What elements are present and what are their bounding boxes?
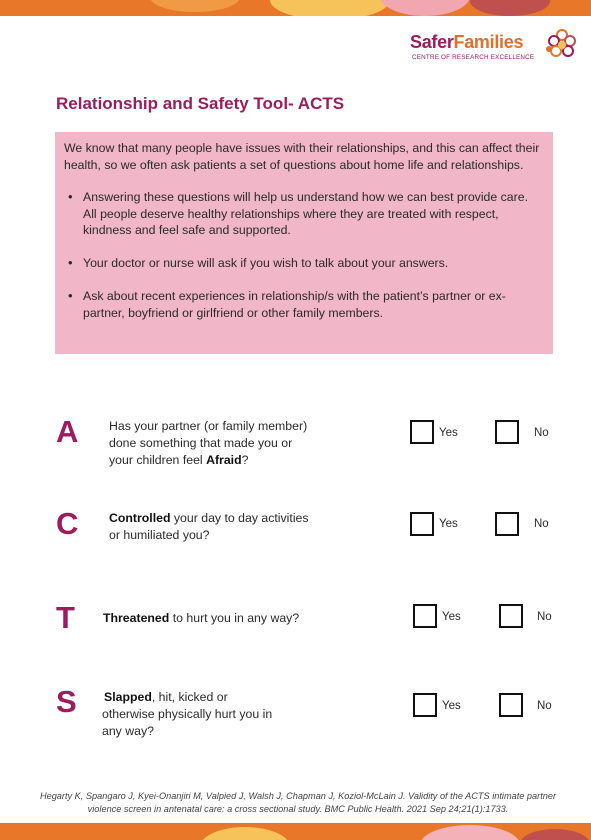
question-s-no-checkbox[interactable]: [499, 693, 523, 717]
question-c-no-checkbox[interactable]: [495, 512, 519, 536]
intro-bullet: • Your doctor or nurse will ask if you wish to talk about your answers.: [64, 255, 543, 272]
top-decorative-banner: [0, 0, 591, 16]
question-a-yes-checkbox[interactable]: [410, 420, 434, 444]
logo-circles-icon: [543, 29, 581, 63]
question-t-no-label: No: [537, 611, 552, 623]
question-t-no-checkbox[interactable]: [499, 604, 523, 628]
question-s-yes-label: Yes: [442, 700, 461, 712]
question-c-text: Controlled your day to day activities or humiliated you?: [109, 511, 309, 542]
question-s-yes-checkbox[interactable]: [413, 693, 437, 717]
intro-bullet: • Answering these questions will help us understand how we can best provide care. All people deserve healthy relationships where they are treated with respect, kindness and feel safe and supported.: [64, 189, 543, 239]
question-letter-a: A: [56, 414, 79, 449]
question-a-no-label: No: [534, 427, 549, 439]
question-c-yes-checkbox[interactable]: [410, 512, 434, 536]
citation-footnote: Hegarty K, Spangaro J, Kyei-Onanjiri M, Valpied J, Walsh J, Chapman J, Koziol-McLain J. Validity of the ACTS intimate partner violence screen in antenatal care: a cross sectional study. BMC Public Health. 2021 Sep 24;21(1):1733.: [39, 791, 557, 814]
question-t-text: Threatened to hurt you in any way?: [103, 611, 300, 625]
page-title: Relationship and Safety Tool- ACTS: [56, 94, 345, 113]
logo-wordmark: SaferFamilies: [410, 32, 524, 52]
question-s-no-label: No: [537, 700, 552, 712]
question-c-no-label: No: [534, 518, 549, 530]
intro-paragraph: We know that many people have issues with their relationships, and this can affect their health, so we often ask patients a set of questions about home life and relationships.: [64, 141, 540, 172]
question-s-text: Slapped, hit, kicked or otherwise physically hurt you in any way?: [102, 690, 273, 738]
question-t-yes-label: Yes: [442, 611, 461, 623]
intro-bullet-list: [64, 189, 543, 321]
question-a-text: Has your partner (or family member) done something that made you or your children feel Afraid?: [109, 419, 308, 467]
intro-info-box: [55, 132, 553, 354]
question-letter-c: C: [56, 506, 79, 541]
intro-bullet: • Ask about recent experiences in relationship/s with the patient’s partner or ex-partner, boyfriend or girlfriend or other family members.: [64, 288, 543, 321]
question-letter-s: S: [56, 684, 77, 719]
bottom-decorative-banner: [0, 823, 591, 840]
question-letter-t: T: [56, 600, 75, 635]
logo-subtitle: CENTRE OF RESEARCH EXCELLENCE: [412, 54, 535, 61]
question-a-no-checkbox[interactable]: [495, 420, 519, 444]
question-a-yes-label: Yes: [439, 427, 458, 439]
question-c-yes-label: Yes: [439, 518, 458, 530]
question-t-yes-checkbox[interactable]: [413, 604, 437, 628]
safer-families-logo: [410, 32, 580, 66]
